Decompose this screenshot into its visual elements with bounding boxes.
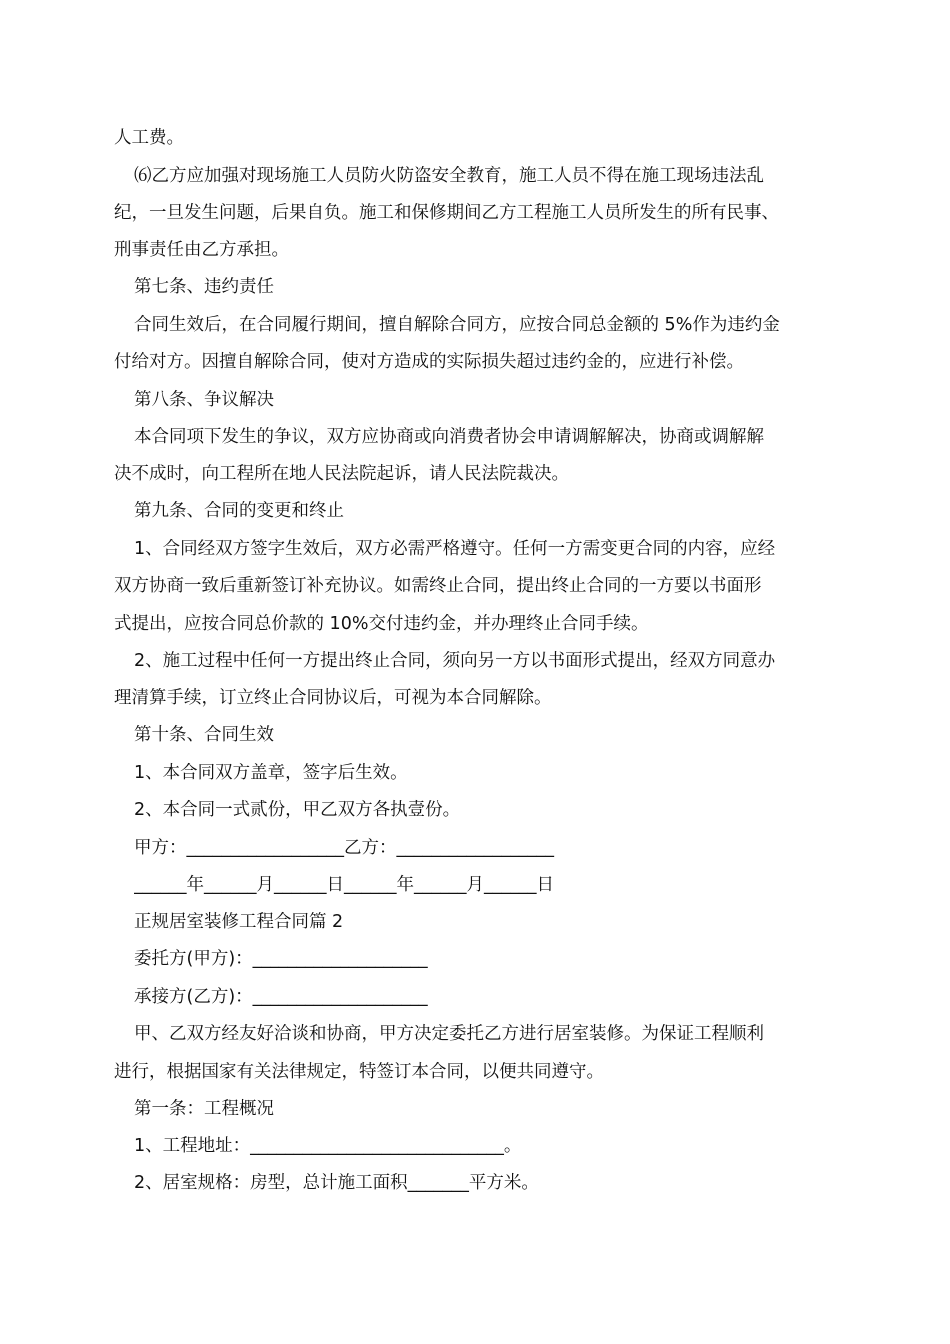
text-line: 合同生效后，在合同履行期间，擅自解除合同方，应按合同总金额的 5%作为违约金 (134, 315, 780, 335)
text-line: 1、合同经双方签字生效后，双方必需严格遵守。任何一方需变更合同的内容，应经 (134, 539, 776, 559)
text-line: 2、施工过程中任何一方提出终止合同，须向另一方以书面形式提出，经双方同意办 (134, 651, 776, 671)
text-line: 1、工程地址：_____________________________。 (134, 1136, 522, 1156)
text-line: 甲、乙双方经友好洽谈和协商，甲方决定委托乙方进行居室装修。为保证工程顺利 (134, 1024, 764, 1044)
text-line: 式提出，应按合同总价款的 10%交付违约金，并办理终止合同手续。 (114, 614, 649, 634)
text-line: 刑事责任由乙方承担。 (114, 240, 289, 260)
signature-line: 甲方：__________________乙方：__________________ (134, 838, 554, 858)
section-heading: 正规居室装修工程合同篇 2 (134, 912, 344, 932)
party-b-line: 承接方(乙方)：____________________ (134, 987, 428, 1007)
party-a-line: 委托方(甲方)：____________________ (134, 949, 428, 969)
section-heading: 第十条、合同生效 (134, 725, 274, 745)
text-line: 理清算手续，订立终止合同协议后，可视为本合同解除。 (114, 688, 552, 708)
text-line: 双方协商一致后重新签订补充协议。如需终止合同，提出终止合同的一方要以书面形 (114, 576, 762, 596)
text-line: ⑹乙方应加强对现场施工人员防火防盗安全教育，施工人员不得在施工现场违法乱 (134, 166, 764, 186)
text-line: 2、本合同一式贰份，甲乙双方各执壹份。 (134, 800, 461, 820)
text-line: 1、本合同双方盖章，签字后生效。 (134, 763, 408, 783)
text-line: 人工费。 (114, 128, 184, 148)
section-heading: 第九条、合同的变更和终止 (134, 501, 344, 521)
text-line: 进行，根据国家有关法律规定，特签订本合同，以便共同遵守。 (114, 1062, 604, 1082)
text-line: 决不成时，向工程所在地人民法院起诉，请人民法院裁决。 (114, 464, 569, 484)
section-heading: 第一条：工程概况 (134, 1099, 274, 1119)
section-heading: 第八条、争议解决 (134, 390, 274, 410)
text-line: 纪，一旦发生问题，后果自负。施工和保修期间乙方工程施工人员所发生的所有民事、 (114, 203, 779, 223)
section-heading: 第七条、违约责任 (134, 277, 274, 297)
text-line: 2、居室规格：房型，总计施工面积_______平方米。 (134, 1173, 539, 1193)
text-line: 付给对方。因擅自解除合同，使对方造成的实际损失超过违约金的，应进行补偿。 (114, 352, 744, 372)
text-line: 本合同项下发生的争议，双方应协商或向消费者协会申请调解解决，协商或调解解 (134, 427, 764, 447)
date-line: ______年______月______日______年______月______日 (134, 875, 554, 895)
